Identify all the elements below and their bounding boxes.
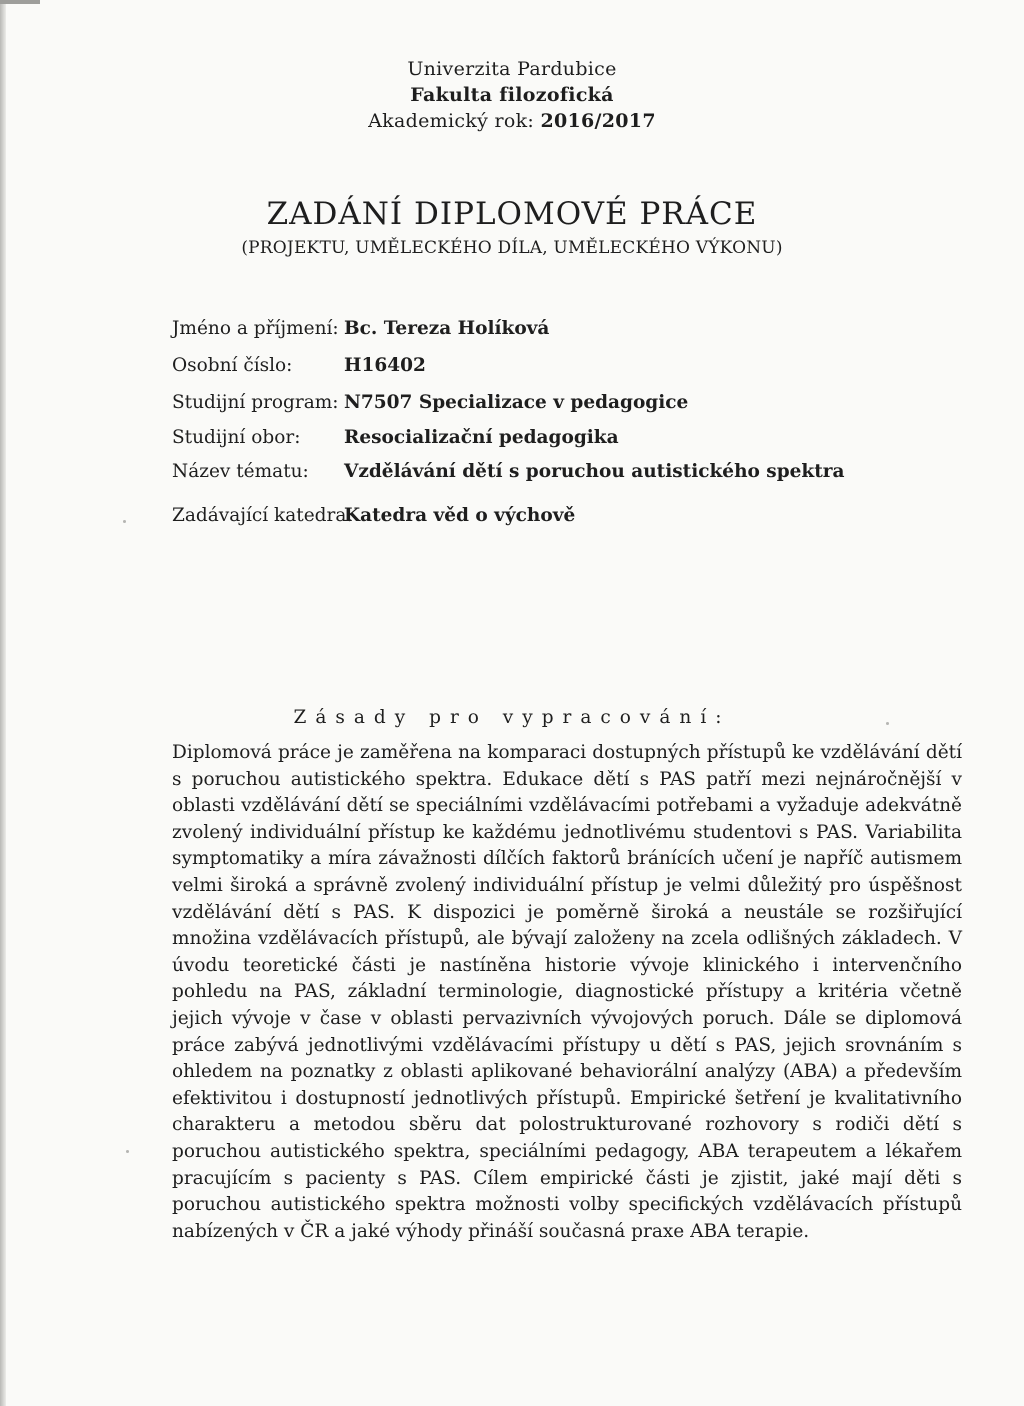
- guidelines-heading: Zásady pro vypracování:: [293, 707, 731, 728]
- study-program-value: N7507 Specializace v pedagogice: [344, 392, 689, 413]
- document-subtitle: (PROJEKTU, UMĚLECKÉHO DÍLA, UMĚLECKÉHO VÝKONU): [241, 238, 783, 258]
- academic-year-value: 2016/2017: [540, 110, 656, 132]
- department-value: Katedra věd o výchově: [344, 505, 576, 526]
- scan-speck: [886, 722, 889, 725]
- study-program-label: Studijní program:: [172, 392, 339, 413]
- study-field-label: Studijní obor:: [172, 427, 301, 448]
- scan-page-corner: [0, 0, 40, 4]
- document-title: ZADÁNÍ DIPLOMOVÉ PRÁCE: [266, 196, 758, 232]
- academic-year-label: Akademický rok:: [368, 110, 535, 132]
- scan-speck: [123, 520, 126, 523]
- academic-year: [0, 108, 1024, 134]
- university-name: Univerzita Pardubice: [407, 58, 617, 80]
- name-value: Bc. Tereza Holíková: [344, 318, 550, 339]
- study-field-value: Resocializační pedagogika: [344, 427, 619, 448]
- guidelines-text: Diplomová práce je zaměřena na komparaci dostupných přístupů ke vzdělávání dětí s poruchou autistického spektra. Edukace dětí s PAS patří mezi nejnáročnější v oblasti vzdělávání dětí se speciálními vzdělávacími potřebami a vyžaduje adekvátně zvolený individuální přístup ke každému jednotlivému studentovi s PAS. Variabilita symptomatiky a míra závažnosti dílčích faktorů bránících učení je napříč autismem velmi široká a správně zvolený individuální přístup je velmi důležitý pro úspěšnost vzdělávání dětí s PAS. K dispozici je poměrně široká a neustále se rozšiřující množina vzdělávacích přístupů, ale bývají založeny na zcela odlišných základech. V úvodu teoretické části je nastíněna historie vývoje klinického i intervenčního pohledu na PAS, základní terminologie, diagnostické přístupy a kritéria včetně jejich vývoje v čase v oblasti pervazivních vývojových poruch. Dále se diplomová práce zabývá jednotlivými vzdělávacími přístupy u dětí s PAS, jejich srovnáním s ohledem na poznatky z oblasti aplikované behaviorální analýzy (ABA) a především efektivitou i dostupností jednotlivých přístupů. Empirické šetření je kvalitativního charakteru a metodou sběru dat polostrukturované rozhovory s rodiči dětí s poruchou autistického spektra, speciálními pedagogy, ABA terapeutem a lékařem pracujícím s pacienty s PAS. Cílem empirické části je zjistit, jaké mají děti s poruchou autistického spektra možnosti volby specifických vzdělávacích přístupů nabízených v ČR a jaké výhody přináší současná praxe ABA terapie.: [172, 742, 962, 1242]
- topic-label: Název tématu:: [172, 461, 309, 482]
- scan-speck: [126, 1150, 129, 1153]
- personal-id-value: H16402: [344, 355, 426, 376]
- faculty-name: Fakulta filozofická: [410, 84, 614, 106]
- name-label: Jméno a příjmení:: [172, 318, 339, 339]
- topic-value: Vzdělávání dětí s poruchou autistického spektra: [344, 461, 845, 482]
- department-label: Zadávající katedra:: [172, 505, 353, 526]
- personal-id-label: Osobní číslo:: [172, 355, 293, 376]
- document-header: [0, 56, 1024, 134]
